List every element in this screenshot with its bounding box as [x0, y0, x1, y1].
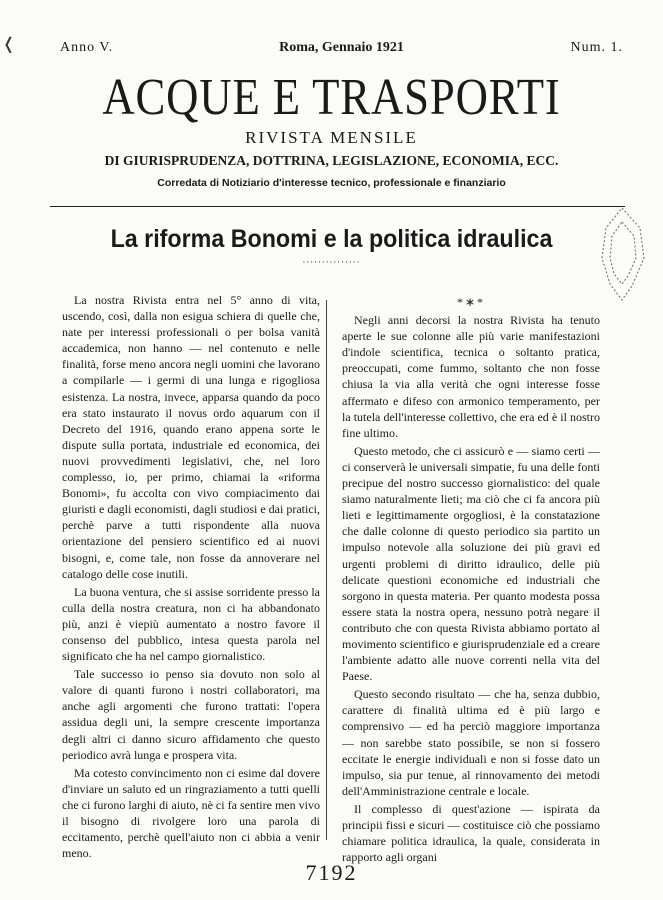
article-title: La riforma Bonomi e la politica idraulica — [110, 225, 553, 253]
section-stars: *∗* — [456, 295, 486, 309]
paragraph: Ma cotesto convincimento non ci esime dal dovere d'inviare un saluto ed un ringraziamento a tutti quelli che ci furono larghi di aiuto, nè ci fa sentire men vivo il bisogno di rivolgere loro una parola di eccitamento, perchè quell'aiuto non ci abbia a venir meno. — [62, 765, 320, 861]
library-stamp-icon — [592, 200, 652, 310]
paragraph: Negli anni decorsi la nostra Rivista ha tenuto aperte le sue colonne alle più varie manifestazioni d'indole scientifica, tecnica o soltanto pratica, preoccupati, come fummo, soltanto che non fosse chiusa la via alla verità che ogni interesse fosse affermato e difeso con armonico temperamento, per la tutela dell'interesse collettivo, che era ed è il nostro fine ultimo. — [342, 313, 600, 440]
masthead-topline — [60, 40, 623, 60]
margin-mark-icon: ❬ — [2, 34, 16, 53]
paragraph: Questo secondo risultato — che ha, senza dubbio, carattere di finalità ultima ed è più largo e comprensivo — ed ha perciò maggiore importanza — non sarebbe stato possibile, se non si fossero eccitate le energie individuali e non si fosse dato un impulso, sia pur tenue, al rinnovamento dei metodi dell'Amministrazione centrale e locale. — [342, 687, 600, 798]
issue-number: Num. 1. — [570, 40, 623, 55]
paragraph: La nostra Rivista entra nel 5° anno di vita, uscendo, così, dalla non esigua schiera di quelle che, nate per interessi professionali o per bolsa vanità accademica, non hanno — nel contenuto e nelle finalità, forse meno ancora negli uomini che lavorano a compilarle — i germi di una lunga e rigogliosa esistenza. La nostra, invece, apparsa quando da poco era stato instaurato il novus ordo aquarum con il Decreto del 1916, quando erano appena sorte le dispute sulla portata, industriale ed economica, dei nuovi provvedimenti legislativi, che, nel loro complesso, io, per primo, chiamai la «riforma Bonomi», fu accolta con vivo compiacimento dai giuristi e dagli economisti, dagli studiosi e dai pratici, perchè parve a tutti rispondente alla nuova orientazione del pensiero scientifico ed ai nuovi bisogni, e, come tale, non fosse da annoverare nel catalogo delle cose inutili. — [62, 293, 320, 581]
paragraph: Tale successo io penso sia dovuto non solo al valore di quanti furono i nostri collaboratori, ma anche agli argomenti che furono trattati: l'opera assidua degli uni, la sempre crescente importanza degli altri ci danno sicuro affidamento che questo periodico avrà lunga e prospera vita. — [62, 667, 320, 762]
journal-subtitle: RIVISTA MENSILE — [245, 128, 418, 147]
article-column-left — [62, 292, 320, 863]
journal-title: ACQUE E TRASPORTI — [102, 69, 561, 126]
journal-note: Corredata di Notiziario d'interesse tecnico, professionale e finanziario — [157, 177, 506, 189]
journal-topics: DI GIURISPRUDENZA, DOTTRINA, LEGISLAZIONE, ECONOMIA, ECC. — [104, 153, 559, 168]
paragraph: La buona ventura, che si assise sorridente presso la culla della nostra creatura, non ci ha abbandonato più, anzi è viepiù aumentato a nostro favore il consenso del pubblico, intesa questa parola nel significato che ha nel campo giornalistico. — [62, 584, 320, 664]
ornament-divider-icon: ··············· — [302, 258, 361, 268]
volume-label: Anno V. — [60, 40, 114, 55]
article-column-right — [342, 294, 600, 867]
paragraph: Questo metodo, che ci assicurò e — siamo certi — ci conserverà le universali simpatie, fu una delle fonti precipue del nostro successo giornalistico: del quale siamo naturalmente lieti; ma ciò che ci fa ancora più lieti e legittimamente orgogliosi, è la constatazione che dalle colonne di questo periodico sia partito un impulso notevole alla soluzione dei più gravi ed urgenti problemi di diritto idraulico, delle più delicate questioni economiche ed industriali che sorgono in questa materia. Per quanto modesta possa essere stata la nostra opera, nessuno potrà negare il contributo che con questa Rivista abbiamo portato al movimento scientifico e giurisprudenziale ed a creare l'ambiente adatto alle nuove correnti nella vita del Paese. — [342, 443, 600, 684]
masthead-rule — [50, 206, 625, 207]
issue-date: Roma, Gennaio 1921 — [279, 40, 404, 55]
page-folio: 7192 — [305, 860, 358, 885]
paragraph: Il complesso di quest'azione — ispirata da principii fissi e sicuri — costituisce ciò che possiamo chiamare politica idraulica, la quale, considerata in rapporto agli organi — [342, 801, 600, 865]
column-divider — [326, 300, 327, 840]
